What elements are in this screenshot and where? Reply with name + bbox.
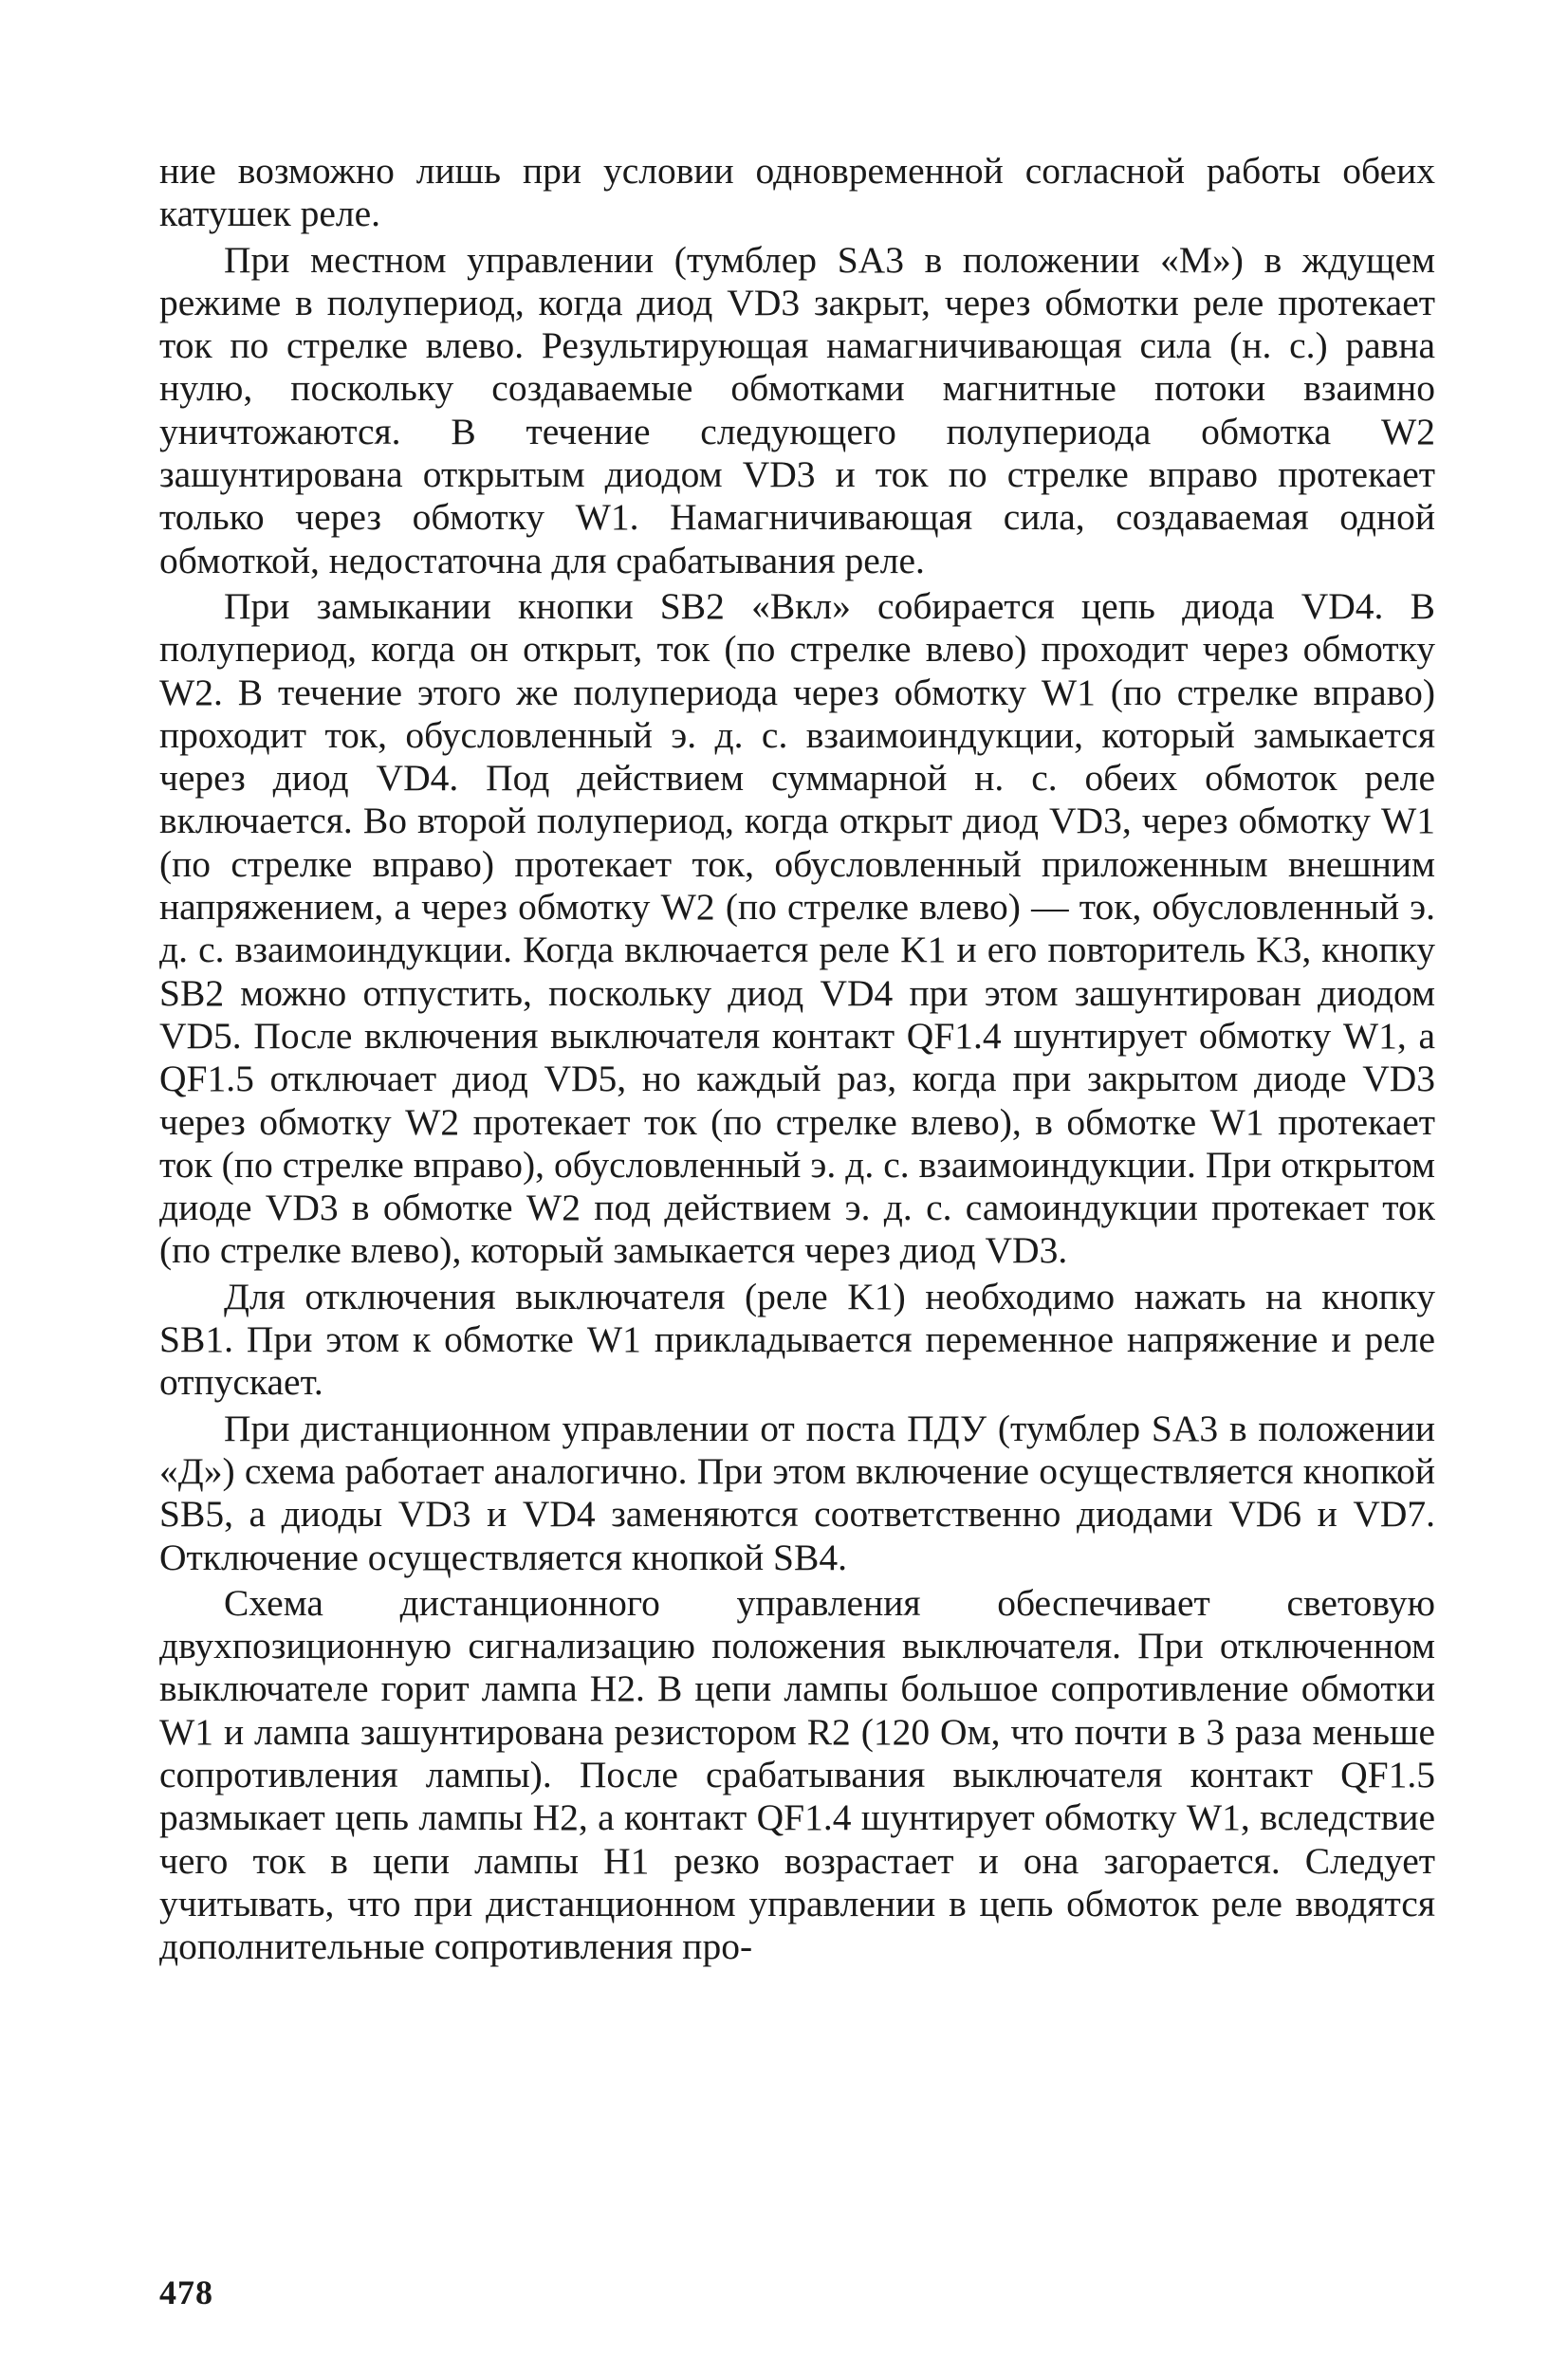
paragraph-1: ние возможно лишь при условии одновременной согласной работы обеих катушек реле.: [159, 150, 1435, 235]
paragraph-2: При местном управлении (тумблер SA3 в положении «М») в ждущем режиме в полупериод, когда диод VD3 закрыт, через обмотки реле протекает ток по стрелке влево. Результирующая намагничивающая сила (н. с.) равна нулю, поскольку создаваемые обмотками магнитные потоки взаимно уничтожаются. В течение следующего полупериода обмотка W2 зашунтирована открытым диодом VD3 и ток по стрелке вправо протекает только через обмотку W1. Намагничивающая сила, создаваемая одной обмоткой, недостаточна для срабатывания реле.: [159, 238, 1435, 581]
paragraph-4: Для отключения выключателя (реле K1) необходимо нажать на кнопку SB1. При этом к обмотке W1 прикладывается переменное напряжение и реле отпускает.: [159, 1275, 1435, 1404]
paragraph-5: При дистанционном управлении от поста ПДУ (тумблер SA3 в положении «Д») схема работает аналогично. При этом включение осуществляется кнопкой SB5, а диоды VD3 и VD4 заменяются соответственно диодами VD6 и VD7. Отключение осуществляется кнопкой SB4.: [159, 1407, 1435, 1578]
paragraph-3: При замыкании кнопки SB2 «Вкл» собирается цепь диода VD4. В полупериод, когда он открыт, ток (по стрелке влево) проходит через обмотку W2. В течение этого же полупериода через обмотку W1 (по стрелке вправо) проходит ток, обусловленный э. д. с. взаимоиндукции, который замыкается через диод VD4. Под действием суммарной н. с. обеих обмоток реле включается. Во второй полупериод, когда открыт диод VD3, через обмотку W1 (по стрелке вправо) протекает ток, обусловленный приложенным внешним напряжением, а через обмотку W2 (по стрелке влево) — ток, обусловленный э. д. с. взаимоиндукции. Когда включается реле K1 и его повторитель K3, кнопку SB2 можно отпустить, поскольку диод VD4 при этом зашунтирован диодом VD5. После включения выключателя контакт QF1.4 шунтирует обмотку W1, а QF1.5 отключает диод VD5, но каждый раз, когда при закрытом диоде VD3 через обмотку W2 протекает ток (по стрелке влево), в обмотке W1 протекает ток (по стрелке вправо), обусловленный э. д. с. взаимоиндукции. При открытом диоде VD3 в обмотке W2 под действием э. д. с. самоиндукции протекает ток (по стрелке влево), который замыкается через диод VD3.: [159, 584, 1435, 1272]
page-number: 478: [159, 2274, 213, 2311]
page-body: [159, 150, 1435, 1971]
paragraph-6: Схема дистанционного управления обеспечивает световую двухпозиционную сигнализацию положения выключателя. При отключенном выключателе горит лампа H2. В цепи лампы большое сопротивление обмотки W1 и лампа зашунтирована резистором R2 (120 Ом, что почти в 3 раза меньше сопротивления лампы). После срабатывания выключателя контакт QF1.5 размыкает цепь лампы H2, а контакт QF1.4 шунтирует обмотку W1, вследствие чего ток в цепи лампы H1 резко возрастает и она загорается. Следует учитывать, что при дистанционном управлении в цепь обмоток реле вводятся дополнительные сопротивления про-: [159, 1581, 1435, 1968]
